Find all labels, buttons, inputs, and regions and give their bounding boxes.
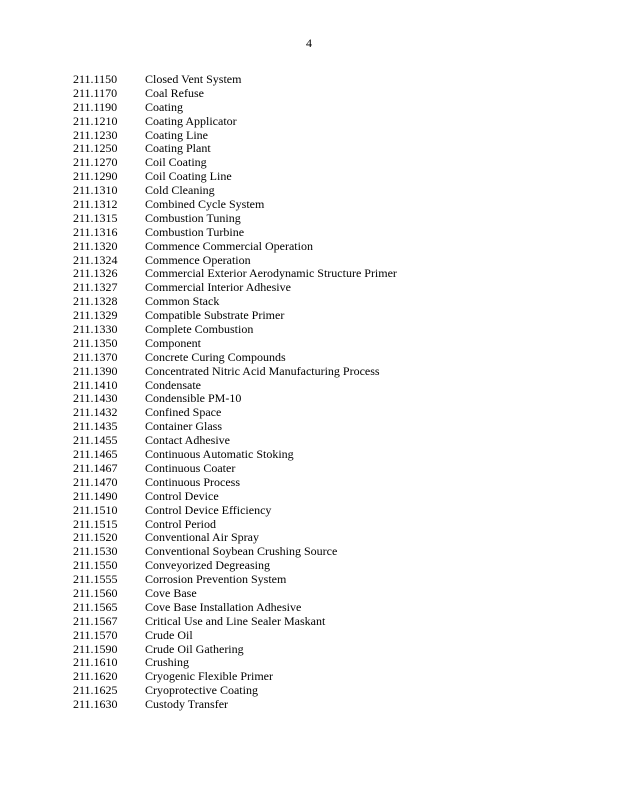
defined-term: Complete Combustion [145, 322, 254, 337]
list-item [73, 129, 397, 143]
defined-term: Confined Space [145, 405, 222, 420]
list-item [73, 518, 397, 532]
section-number: 211.1490 [73, 488, 118, 503]
defined-term: Cryogenic Flexible Primer [145, 669, 273, 684]
list-item [73, 295, 397, 309]
defined-term: Cold Cleaning [145, 183, 215, 198]
list-item [73, 448, 397, 462]
list-item [73, 462, 397, 476]
section-number: 211.1530 [73, 544, 118, 559]
list-item [73, 573, 397, 587]
defined-term: Coating Line [145, 127, 208, 142]
section-number: 211.1329 [73, 308, 118, 323]
list-item [73, 670, 397, 684]
section-number: 211.1435 [73, 419, 118, 434]
list-item [73, 476, 397, 490]
section-number: 211.1467 [73, 460, 118, 475]
list-item [73, 198, 397, 212]
list-item [73, 406, 397, 420]
defined-term: Coating [145, 99, 183, 114]
section-number: 211.1330 [73, 322, 118, 337]
section-number: 211.1150 [73, 72, 118, 86]
defined-term: Commercial Exterior Aerodynamic Structure Primer [145, 266, 397, 281]
section-number: 211.1326 [73, 266, 118, 281]
defined-term: Continuous Coater [145, 460, 236, 475]
defined-term: Crude Oil Gathering [145, 641, 244, 656]
section-number: 211.1328 [73, 294, 118, 309]
defined-term: Component [145, 335, 201, 350]
section-number: 211.1170 [73, 85, 118, 100]
list-item [73, 698, 397, 712]
section-number: 211.1250 [73, 141, 118, 156]
definition-index-list [73, 73, 397, 712]
defined-term: Crushing [145, 655, 190, 670]
section-number: 211.1610 [73, 655, 118, 670]
defined-term: Condensible PM-10 [145, 391, 242, 406]
list-item [73, 267, 397, 281]
defined-term: Commercial Interior Adhesive [145, 280, 291, 295]
list-item [73, 615, 397, 629]
list-item [73, 73, 397, 87]
defined-term: Coil Coating [145, 155, 207, 170]
list-item [73, 87, 397, 101]
section-number: 211.1590 [73, 641, 118, 656]
defined-term: Conventional Air Spray [145, 530, 259, 545]
list-item [73, 254, 397, 268]
defined-term: Container Glass [145, 419, 222, 434]
section-number: 211.1310 [73, 183, 118, 198]
section-number: 211.1555 [73, 572, 118, 587]
defined-term: Coil Coating Line [145, 169, 232, 184]
defined-term: Combined Cycle System [145, 197, 265, 212]
section-number: 211.1410 [73, 377, 118, 392]
list-item [73, 545, 397, 559]
list-item [73, 420, 397, 434]
section-number: 211.1567 [73, 613, 118, 628]
section-number: 211.1430 [73, 391, 118, 406]
list-item [73, 212, 397, 226]
list-item [73, 323, 397, 337]
defined-term: Control Period [145, 516, 216, 531]
defined-term: Corrosion Prevention System [145, 572, 287, 587]
list-item [73, 365, 397, 379]
defined-term: Closed Vent System [145, 72, 242, 86]
section-number: 211.1190 [73, 99, 118, 114]
section-number: 211.1270 [73, 155, 118, 170]
section-number: 211.1390 [73, 363, 118, 378]
section-number: 211.1327 [73, 280, 118, 295]
page-number: 4 [306, 36, 312, 50]
section-number: 211.1455 [73, 433, 118, 448]
list-item [73, 587, 397, 601]
section-number: 211.1210 [73, 113, 118, 128]
list-item [73, 337, 397, 351]
section-number: 211.1316 [73, 224, 118, 239]
section-number: 211.1350 [73, 335, 118, 350]
list-item [73, 115, 397, 129]
list-item [73, 629, 397, 643]
list-item [73, 392, 397, 406]
defined-term: Custody Transfer [145, 697, 229, 712]
section-number: 211.1312 [73, 197, 118, 212]
list-item [73, 156, 397, 170]
list-item [73, 601, 397, 615]
defined-term: Commence Commercial Operation [145, 238, 313, 253]
section-number: 211.1570 [73, 627, 118, 642]
list-item [73, 379, 397, 393]
defined-term: Concentrated Nitric Acid Manufacturing Process [145, 363, 380, 378]
section-number: 211.1230 [73, 127, 118, 142]
section-number: 211.1515 [73, 516, 118, 531]
list-item [73, 559, 397, 573]
section-number: 211.1510 [73, 502, 118, 517]
defined-term: Common Stack [145, 294, 220, 309]
section-number: 211.1432 [73, 405, 118, 420]
section-number: 211.1290 [73, 169, 118, 184]
defined-term: Conventional Soybean Crushing Source [145, 544, 338, 559]
defined-term: Continuous Process [145, 474, 241, 489]
defined-term: Coating Applicator [145, 113, 237, 128]
section-number: 211.1370 [73, 349, 118, 364]
section-number: 211.1560 [73, 585, 118, 600]
defined-term: Control Device [145, 488, 219, 503]
section-number: 211.1315 [73, 210, 118, 225]
defined-term: Crude Oil [145, 627, 193, 642]
list-item [73, 281, 397, 295]
list-item [73, 504, 397, 518]
section-number: 211.1320 [73, 238, 118, 253]
defined-term: Combustion Turbine [145, 224, 245, 239]
section-number: 211.1625 [73, 683, 118, 698]
list-item [73, 240, 397, 254]
defined-term: Commence Operation [145, 252, 251, 267]
section-number: 211.1550 [73, 558, 118, 573]
section-number: 211.1324 [73, 252, 118, 267]
section-number: 211.1520 [73, 530, 118, 545]
list-item [73, 170, 397, 184]
defined-term: Combustion Tuning [145, 210, 241, 225]
list-item [73, 434, 397, 448]
defined-term: Concrete Curing Compounds [145, 349, 286, 364]
list-item [73, 309, 397, 323]
defined-term: Coal Refuse [145, 85, 204, 100]
defined-term: Contact Adhesive [145, 433, 230, 448]
list-item [73, 643, 397, 657]
list-item [73, 684, 397, 698]
list-item [73, 142, 397, 156]
defined-term: Condensate [145, 377, 201, 392]
list-item [73, 184, 397, 198]
defined-term: Coating Plant [145, 141, 211, 156]
defined-term: Continuous Automatic Stoking [145, 447, 294, 462]
section-number: 211.1630 [73, 697, 118, 712]
defined-term: Conveyorized Degreasing [145, 558, 270, 573]
defined-term: Cryoprotective Coating [145, 683, 258, 698]
section-number: 211.1465 [73, 447, 118, 462]
defined-term: Cove Base [145, 585, 197, 600]
list-item [73, 226, 397, 240]
defined-term: Critical Use and Line Sealer Maskant [145, 613, 326, 628]
list-item [73, 656, 397, 670]
list-item [73, 101, 397, 115]
list-item [73, 490, 397, 504]
list-item [73, 531, 397, 545]
section-number: 211.1565 [73, 599, 118, 614]
defined-term: Cove Base Installation Adhesive [145, 599, 302, 614]
section-number: 211.1470 [73, 474, 118, 489]
defined-term: Control Device Efficiency [145, 502, 272, 517]
list-item [73, 351, 397, 365]
section-number: 211.1620 [73, 669, 118, 684]
defined-term: Compatible Substrate Primer [145, 308, 285, 323]
